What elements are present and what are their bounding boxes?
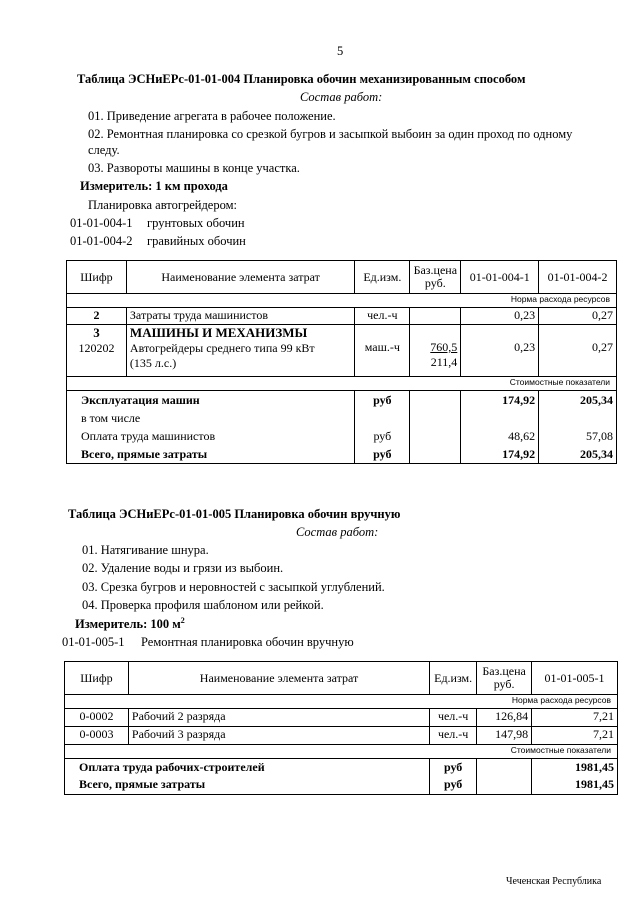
header-name: Наименование элемента затрат — [128, 662, 429, 695]
section-cost: Стоимостные показатели — [65, 745, 618, 759]
table-header-row — [67, 261, 617, 294]
cost-rows — [67, 391, 617, 464]
table2-title: Таблица ЭСНиЕРс-01-01-005 Планировка обочин вручную — [68, 507, 401, 521]
cost-unit: руб — [443, 760, 463, 774]
table2 — [64, 661, 618, 795]
table1-step: 03. Развороты машины в конце участка. — [88, 161, 300, 175]
section-cost: Стоимостные показатели — [67, 377, 617, 391]
row-name: Автогрейдеры среднего типа 99 кВт — [129, 341, 315, 355]
cost-name: Всего, прямые затраты — [81, 447, 208, 461]
table2-item-name: Ремонтная планировка обочин вручную — [141, 635, 354, 649]
row-value-1: 0,23 — [514, 340, 536, 354]
table1-step: 02. Ремонтная планировка со срезкой бугров и засыпкой выбоин за один проход по одному — [88, 127, 573, 141]
header-price: Баз.цена руб. — [410, 261, 461, 294]
row-code: 0-0002 — [65, 709, 129, 727]
table1-step: 01. Приведение агрегата в рабочее положение. — [88, 109, 336, 123]
header-price: Баз.цена руб. — [477, 662, 532, 695]
cost-value-1: 1981,45 — [575, 777, 614, 791]
table1-title: Таблица ЭСНиЕРс-01-01-004 Планировка обочин механизированным способом — [77, 72, 526, 86]
header-unit: Ед.изм. — [430, 662, 477, 695]
cost-name: Всего, прямые затраты — [79, 777, 206, 791]
table2-measure: Измеритель: 100 $м^2$ — [75, 616, 185, 632]
row-value-2: 0,27 — [592, 340, 613, 354]
table2-step: 01. Натягивание шнура. — [82, 543, 209, 557]
section-norm: Норма расхода ресурсов — [67, 294, 617, 308]
table1-item-code: 01-01-004-1 — [70, 216, 133, 230]
row-value-2: 0,27 — [539, 308, 617, 325]
cost-value-1: 174,92 — [502, 447, 536, 461]
row-unit: чел.-ч — [430, 727, 477, 745]
table-row — [65, 709, 618, 727]
row-price: 126,84 — [477, 709, 532, 727]
table1-item-name: гравийных обочин — [147, 234, 246, 248]
row-unit: чел.-ч — [355, 308, 410, 325]
header-unit: Ед.изм. — [355, 261, 410, 294]
table-row — [65, 727, 618, 745]
row-value-1: 7,21 — [532, 709, 618, 727]
row-group-name: МАШИНЫ И МЕХАНИЗМЫ — [129, 325, 308, 340]
cost-name: Эксплуатация машин — [81, 393, 200, 407]
table1-composition-heading: Состав работ: — [300, 90, 383, 104]
row-price-2: 211,4 — [430, 355, 458, 369]
header-code: Шифр — [65, 662, 129, 695]
row-price — [410, 308, 461, 325]
footer-region: Чеченская Республика — [506, 876, 602, 887]
row-price: 760,5 — [430, 340, 458, 354]
table1 — [66, 260, 617, 464]
cost-name: Оплата труда рабочих-строителей — [79, 760, 265, 774]
row-name-cont: (135 л.с.) — [129, 356, 177, 370]
section-norm: Норма расхода ресурсов — [65, 695, 618, 709]
row-value-1: 0,23 — [461, 308, 539, 325]
cost-unit: руб — [373, 429, 392, 443]
cost-unit: руб — [443, 777, 463, 791]
table2-step: 04. Проверка профиля шаблоном или рейкой. — [82, 598, 324, 612]
table-row — [67, 325, 617, 377]
cost-unit: руб — [373, 447, 392, 461]
row-code: 3 — [93, 325, 100, 340]
table1-measure: Измеритель: 1 км прохода — [80, 179, 228, 193]
header-col1: 01-01-005-1 — [532, 662, 618, 695]
row-price: 147,98 — [477, 727, 532, 745]
cost-rows — [65, 759, 618, 795]
cost-value-1: 1981,45 — [575, 760, 614, 774]
row-unit: маш.-ч — [364, 340, 400, 354]
cost-value-2: 205,34 — [580, 393, 613, 407]
table1-item-name: грунтовых обочин — [147, 216, 245, 230]
page-number: 5 — [337, 44, 344, 58]
table1-step: следу. — [88, 143, 120, 157]
header-col1: 01-01-004-1 — [461, 261, 539, 294]
header-col2: 01-01-004-2 — [539, 261, 617, 294]
row-unit: чел.-ч — [430, 709, 477, 727]
row-name: Рабочий 3 разряда — [128, 727, 429, 745]
cost-value-1: 48,62 — [508, 429, 536, 443]
row-name: Рабочий 2 разряда — [128, 709, 429, 727]
table2-step: 03. Срезка бугров и неровностей с засыпкой углублений. — [82, 580, 385, 594]
row-code: 2 — [67, 308, 127, 325]
header-code: Шифр — [67, 261, 127, 294]
table-row — [67, 308, 617, 325]
table-header-row — [65, 662, 618, 695]
cost-value-1: 174,92 — [502, 393, 536, 407]
table2-item-code: 01-01-005-1 — [62, 635, 125, 649]
cost-value-2: 57,08 — [586, 429, 613, 443]
row-name: Затраты труда машинистов — [126, 308, 354, 325]
table2-step: 02. Удаление воды и грязи из выбоин. — [82, 561, 284, 575]
cost-name: Оплата труда машинистов — [81, 429, 216, 443]
header-name: Наименование элемента затрат — [126, 261, 354, 294]
cost-value-2: 205,34 — [580, 447, 613, 461]
cost-unit: руб — [373, 393, 392, 407]
row-value-1: 7,21 — [532, 727, 618, 745]
table2-composition-heading: Состав работ: — [296, 525, 379, 539]
table1-subtitle: Планировка автогрейдером: — [88, 198, 238, 212]
row-code: 0-0003 — [65, 727, 129, 745]
cost-name: в том числе — [81, 411, 141, 425]
table1-item-code: 01-01-004-2 — [70, 234, 133, 248]
row-code: 120202 — [78, 341, 115, 355]
